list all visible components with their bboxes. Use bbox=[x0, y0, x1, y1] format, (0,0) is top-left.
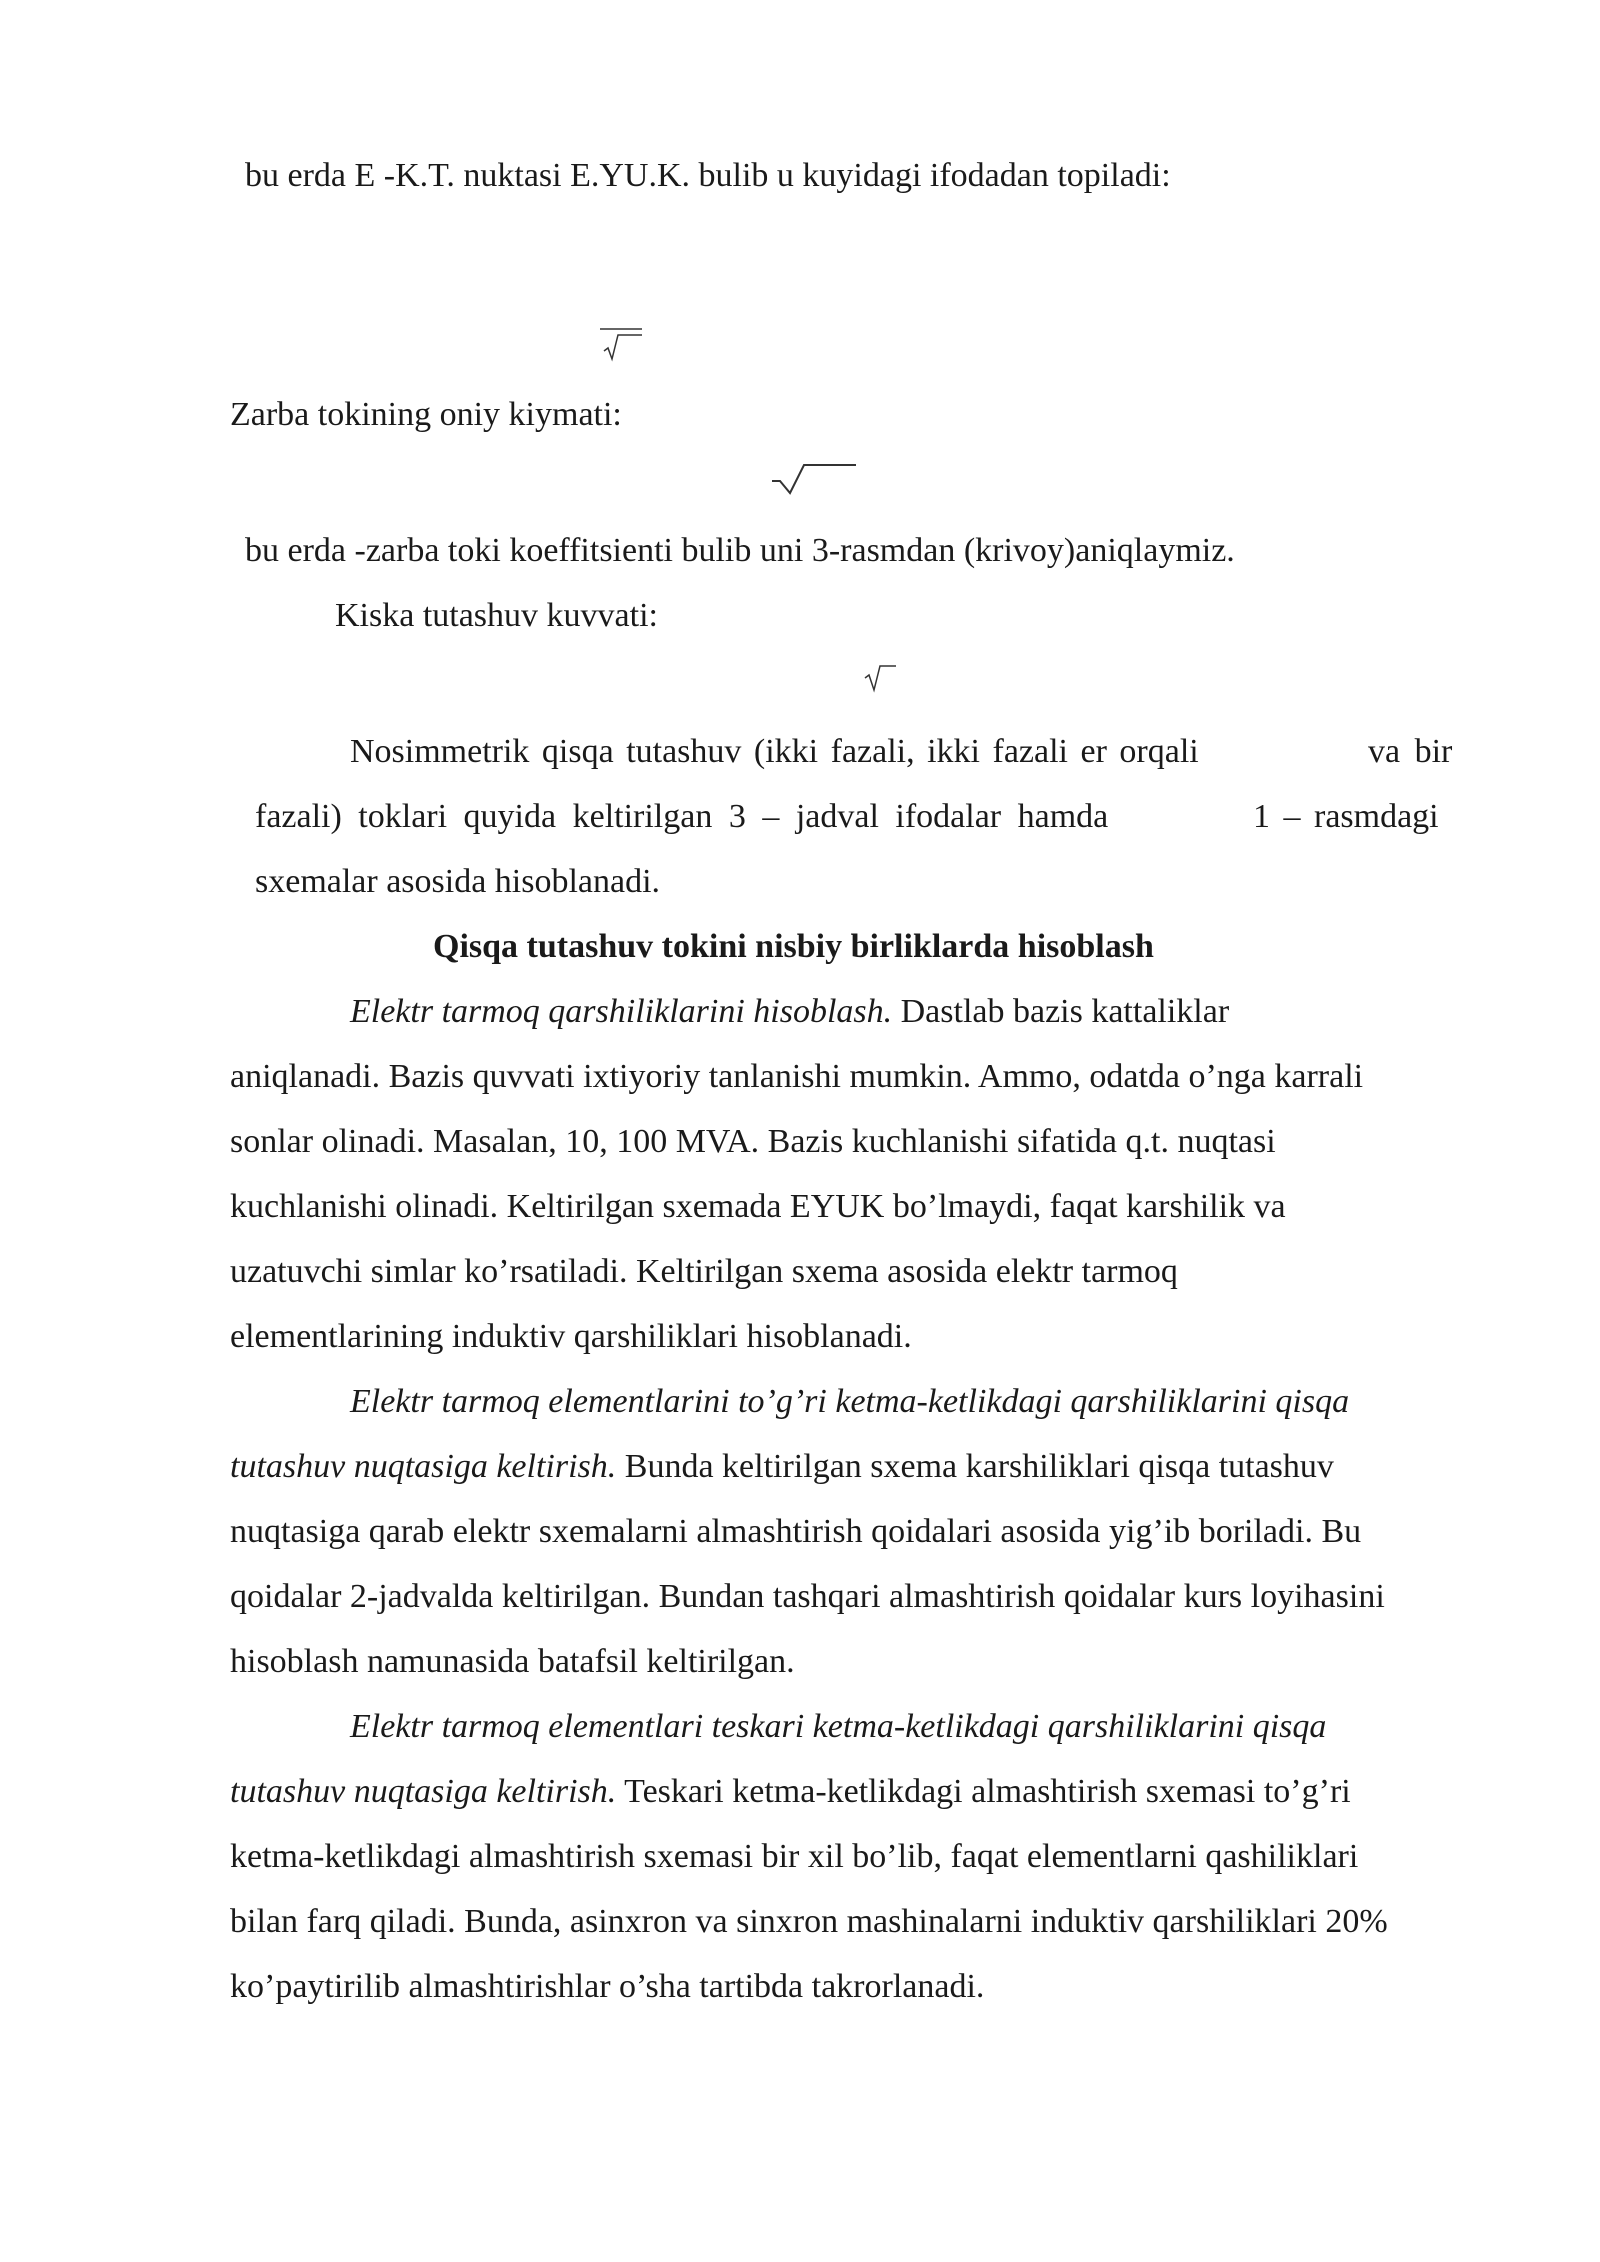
italic-lead: Elektr tarmoq qarshiliklarini hisoblash. bbox=[350, 993, 893, 1030]
paragraph-resistances-line3: sonlar olinadi. Masalan, 10, 100 MVA. Bazis kuchlanishi sifatida q.t. nuqtasi bbox=[230, 1123, 1276, 1160]
sqrt-symbol-icon bbox=[862, 660, 898, 696]
paragraph-positive-seq-line1: Elektr tarmoq elementlarini to’g’ri ketma-ketlikdagi qarshiliklarini qisqa bbox=[350, 1383, 1350, 1420]
text-line-shock-current: Zarba tokining oniy kiymati: bbox=[230, 396, 622, 433]
paragraph-positive-seq-line2 bbox=[230, 1447, 1520, 1487]
paragraph-resistances-line1 bbox=[350, 992, 1494, 1032]
paragraph-negative-seq-line2 bbox=[230, 1772, 1520, 1812]
paragraph-resistances-line2: aniqlanadi. Bazis quvvati ixtiyoriy tanlanishi mumkin. Ammo, odatda o’nga karrali bbox=[230, 1058, 1364, 1095]
text-line-shock-coefficient: bu erda -zarba toki koeffitsienti bulib uni 3-rasmdan (krivoy)aniqlaymiz. bbox=[245, 532, 1235, 569]
paragraph-asymmetric-line1-right: va bir bbox=[1368, 733, 1453, 770]
paragraph-positive-seq-line3: nuqtasiga qarab elektr sxemalarni almashtirish qoidalari asosida yig’ib boriladi. Bu bbox=[230, 1513, 1362, 1550]
paragraph-positive-seq-line5: hisoblash namunasida batafsil keltirilgan. bbox=[230, 1643, 795, 1680]
italic-lead: tutashuv nuqtasiga keltirish. bbox=[230, 1448, 617, 1485]
section-heading: Qisqa tutashuv tokini nisbiy birliklarda hisoblash bbox=[433, 928, 1154, 965]
sqrt-symbol-icon bbox=[768, 455, 858, 500]
text-run: Dastlab bazis kattaliklar bbox=[900, 993, 1230, 1030]
paragraph-asymmetric-line1-left: Nosimmetrik qisqa tutashuv (ikki fazali, ikki fazali er orqali bbox=[350, 733, 1199, 770]
paragraph-asymmetric-line2-right: 1 – rasmdagi bbox=[1253, 798, 1439, 835]
text-line-eyuk-definition: bu erda E -K.T. nuktasi E.YU.K. bulib u kuyidagi ifodadan topiladi: bbox=[245, 157, 1171, 194]
paragraph-negative-seq-line3: ketma-ketlikdagi almashtirish sxemasi bir xil bo’lib, faqat elementlarni qashiliklari bbox=[230, 1838, 1359, 1875]
paragraph-resistances-line4: kuchlanishi olinadi. Keltirilgan sxemada EYUK bo’lmaydi, faqat karshilik va bbox=[230, 1188, 1286, 1225]
paragraph-negative-seq-line4: bilan farq qiladi. Bunda, asinxron va sinxron mashinalarni induktiv qarshiliklari 20% bbox=[230, 1903, 1388, 1940]
paragraph-resistances-line6: elementlarining induktiv qarshiliklari hisoblanadi. bbox=[230, 1318, 912, 1355]
paragraph-negative-seq-line1: Elektr tarmoq elementlari teskari ketma-ketlikdagi qarshiliklarini qisqa bbox=[350, 1708, 1327, 1745]
sqrt-symbol-icon bbox=[598, 326, 644, 366]
paragraph-asymmetric-line2-left: fazali) toklari quyida keltirilgan 3 – jadval ifodalar hamda bbox=[255, 798, 1109, 835]
paragraph-negative-seq-line5: ko’paytirilib almashtirishlar o’sha tartibda takrorlanadi. bbox=[230, 1968, 985, 2005]
paragraph-positive-seq-line4: qoidalar 2-jadvalda keltirilgan. Bundan tashqari almashtirish qoidalar kurs loyihasini bbox=[230, 1578, 1385, 1615]
paragraph-asymmetric-line3: sxemalar asosida hisoblanadi. bbox=[255, 863, 661, 900]
text-run: Bunda keltirilgan sxema karshiliklari qisqa tutashuv bbox=[624, 1448, 1334, 1485]
text-run: Teskari ketma-ketlikdagi almashtirish sxemasi to’g’ri bbox=[624, 1773, 1351, 1810]
text-line-short-circuit-power: Kiska tutashuv kuvvati: bbox=[335, 597, 658, 634]
paragraph-resistances-line5: uzatuvchi simlar ko’rsatiladi. Keltirilgan sxema asosida elektr tarmoq bbox=[230, 1253, 1178, 1290]
italic-lead: tutashuv nuqtasiga keltirish. bbox=[230, 1773, 617, 1810]
